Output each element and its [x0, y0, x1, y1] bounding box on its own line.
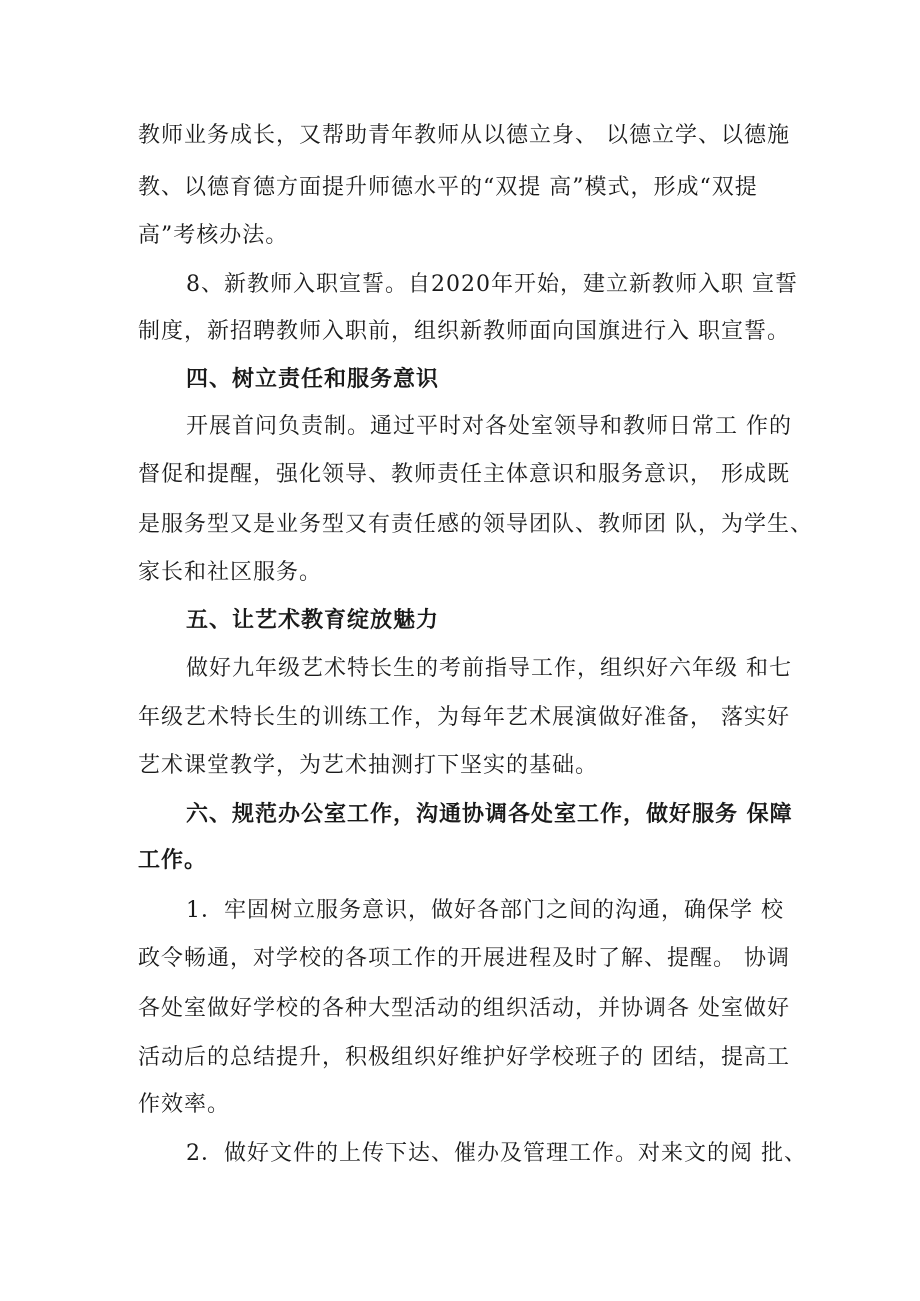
section-heading: 五、让艺术教育绽放魅力	[186, 608, 440, 633]
body-text-line: 活动后的总结提升，积极组织好维护好学校班子的 团结，提高工	[138, 1045, 790, 1070]
section-heading: 四、树立责任和服务意识	[186, 367, 440, 392]
body-text-line: 作效率。	[138, 1092, 231, 1117]
body-text-line: 是服务型又是业务型又有责任感的领导团队、教师团 队，为学生、	[138, 512, 813, 537]
body-text-line: 各处室做好学校的各种大型活动的组织活动，并协调各 处室做好	[138, 996, 790, 1021]
body-text-line: 2．做好文件的上传下达、催办及管理工作。对来文的阅 批、	[186, 1141, 807, 1166]
section-heading: 六、规范办公室工作，沟通协调各处室工作，做好服务 保障	[186, 802, 793, 827]
body-text-line: 家长和社区服务。	[138, 560, 323, 585]
body-text-line: 高”考核办法。	[138, 223, 289, 248]
body-text-line: 教、以德育德方面提升师德水平的“双提 高”模式，形成“双提	[138, 175, 758, 200]
section-heading: 工作。	[138, 848, 208, 873]
body-text-line: 艺术课堂教学，为艺术抽测打下坚实的基础。	[138, 753, 599, 778]
body-text-line: 开展首问负责制。通过平时对各处室领导和教师日常工 作的	[186, 414, 792, 439]
body-text-line: 政令畅通，对学校的各项工作的开展进程及时了解、提醒。 协调	[138, 946, 790, 971]
body-text-line: 督促和提醒，强化领导、教师责任主体意识和服务意识， 形成既	[138, 462, 790, 487]
body-text-line: 做好九年级艺术特长生的考前指导工作，组织好六年级 和七	[186, 656, 792, 681]
body-text-line: 8、新教师入职宣誓。自2020年开始，建立新教师入职 宣誓	[186, 272, 798, 297]
body-text-line: 1．牢固树立服务意识，做好各部门之间的沟通，确保学 校	[186, 898, 784, 923]
body-text-line: 教师业务成长，又帮助青年教师从以德立身、 以德立学、以德施	[138, 123, 790, 148]
body-text-line: 年级艺术特长生的训练工作，为每年艺术展演做好准备， 落实好	[138, 705, 790, 730]
body-text-line: 制度，新招聘教师入职前，组织新教师面向国旗进行入 职宣誓。	[138, 319, 790, 344]
